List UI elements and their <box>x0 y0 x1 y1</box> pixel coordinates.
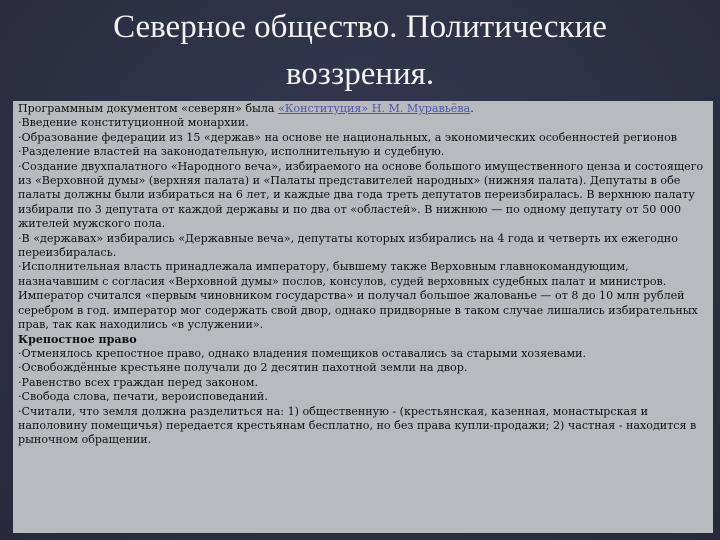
bullet-item: · Освобождённые крестьяне получали до 2 десятин пахотной земли на двор. <box>18 361 709 375</box>
section-heading: Крепостное право <box>18 332 137 346</box>
intro-end: . <box>470 102 474 115</box>
bullet-item: · Разделение властей на законодательную, исполнительную и судебную. <box>18 145 709 159</box>
bullet-item: · Введение конституционной монархии. <box>18 116 709 130</box>
title-line-2: воззрения. <box>285 56 435 92</box>
slide-title <box>40 4 680 98</box>
bullet-item: · Исполнительная власть принадлежала императору, бывшему также Верховным главнокомандующим, назначавшим с согласия «Верховной думы» послов, консулов, судей верховных судебных палат и министров. Император считался «первым чиновником государства» и получал большое жалованье — от 8 до 10 млн рублей серебром в год. император мог содержать свой двор, однако придворные в таком случае лишались избирательных прав, так как находились «в услужении». <box>18 260 709 332</box>
intro-text: Программным документом «северян» была <box>18 102 279 115</box>
content-panel <box>13 101 713 533</box>
title-line-1: Северное общество. Политические <box>113 9 607 45</box>
bullet-item: · Образование федерации из 15 «держав» на основе не национальных, а экономических особенностей регионов <box>18 131 709 145</box>
bullet-item: · Создание двухпалатного «Народного веча», избираемого на основе большого имущественного ценза и состоящего из «Верховной думы» (верхняя палата) и «Палаты представителей народных» (нижняя палата). Депутаты в обе палаты должны были избираться на 6 лет, и каждые два года треть депутатов переизбиралась. В верхнюю палату избирали по 3 депутата от каждой державы и по два от «областей». В нижнюю — по одному депутату от 50 000 жителей мужского пола. <box>18 160 709 232</box>
bullet-item: · Свобода слова, печати, вероисповеданий. <box>18 390 709 404</box>
bullet-item: · Равенство всех граждан перед законом. <box>18 376 709 390</box>
constitution-link[interactable]: «Конституция» Н. М. Муравьёва <box>278 102 471 115</box>
intro-paragraph <box>18 102 709 116</box>
bullet-item: · Отменялось крепостное право, однако владения помещиков оставались за старыми хозяевами. <box>18 347 709 361</box>
bullet-item: · В «державах» избирались «Державные веча», депутаты которых избирались на 4 года и четверть их ежегодно переизбиралась. <box>18 232 709 261</box>
bullet-item: · Считали, что земля должна разделиться на: 1) общественную - (крестьянская, казенная, монастырская и наполовину помещичья) передается крестьянам бесплатно, но без права купли-продажи; 2) частная - находится в рыночном обращении. <box>18 405 709 448</box>
